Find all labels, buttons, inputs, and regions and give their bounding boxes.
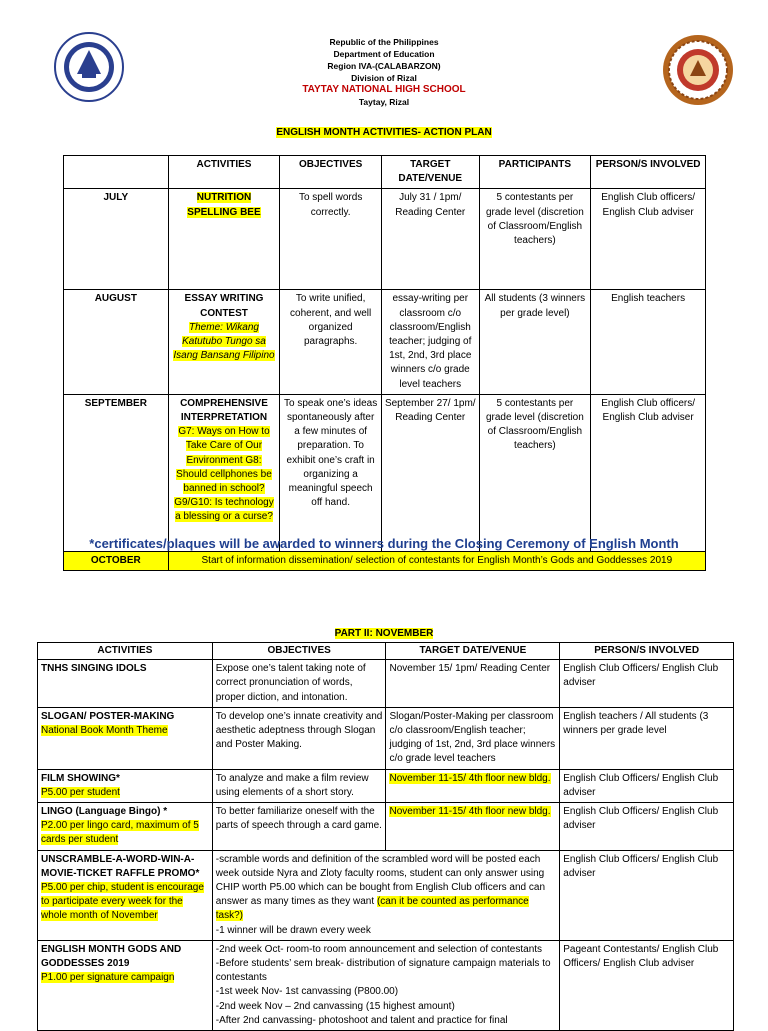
target-cell: July 31 / 1pm/ Reading Center	[381, 189, 479, 290]
participants-cell: All students (3 winners per grade level)	[479, 290, 591, 394]
header-cell-activities: ACTIVITIES	[38, 643, 213, 660]
target-cell: November 11-15/ 4th floor new bldg.	[386, 769, 560, 802]
month-cell: AUGUST	[64, 290, 169, 394]
objective-cell: Expose one’s talent taking note of correct pronunciation of words, proper diction, and intonation.	[212, 660, 386, 708]
header-republic: Republic of the Philippines	[329, 37, 439, 47]
table-row	[38, 803, 734, 851]
table-row	[38, 707, 734, 769]
table-row	[64, 551, 706, 570]
header-cell-activities: ACTIVITIES	[168, 156, 280, 189]
objective-cell: To speak one’s ideas spontaneously after a few minutes of preparation. To exhibit one’s craft in organizing a meaningful speech off hand.	[280, 394, 382, 551]
persons-cell: English teachers	[591, 290, 706, 394]
table-row	[38, 660, 734, 708]
participants-cell: 5 contestants per grade level (discretion of Classroom/English teachers)	[479, 189, 591, 290]
november-table	[37, 642, 734, 1031]
header-cell-persons: PERSON/S INVOLVED	[560, 643, 734, 660]
activities-table	[63, 155, 706, 571]
october-text-cell: Start of information dissemination/ selection of contestants for English Month’s Gods and Goddesses 2019	[168, 551, 705, 570]
header-school-name: TAYTAY NATIONAL HIGH SCHOOL	[302, 84, 466, 95]
theme-text: Theme: Wikang Katutubo Tungo sa Isang Bansang Filipino	[173, 321, 275, 362]
header-location: Taytay, Rizal	[358, 97, 410, 107]
activity-cell: LINGO (Language Bingo) * P2.00 per lingo card, maximum of 5 cards per student	[38, 803, 213, 851]
activity-cell: ESSAY WRITING CONTEST Theme: Wikang Katutubo Tungo sa Isang Bansang Filipino	[168, 290, 280, 394]
target-cell: November 15/ 1pm/ Reading Center	[386, 660, 560, 708]
objective-cell: To better familiarize oneself with the parts of speech through a card game.	[212, 803, 386, 851]
persons-cell: English Club Officers/ English Club adviser	[560, 850, 734, 940]
persons-cell: English teachers / All students (3 winners per grade level	[560, 707, 734, 769]
objective-cell: To develop one’s innate creativity and aesthetic adeptness through Slogan and Poster Making.	[212, 707, 386, 769]
header-cell-objectives: OBJECTIVES	[280, 156, 382, 189]
topics-text: G7: Ways on How to Take Care of Our Environment G8: Should cellphones be banned in school? G9/G10: Is technology a blessing or a curse?	[174, 426, 274, 523]
target-cell: September 27/ 1pm/ Reading Center	[381, 394, 479, 551]
header-cell-target: TARGET DATE/VENUE	[386, 643, 560, 660]
month-cell: OCTOBER	[64, 551, 169, 570]
action-plan-title: ENGLISH MONTH ACTIVITIES- ACTION PLAN	[276, 127, 492, 138]
header-cell-participants: PARTICIPANTS	[479, 156, 591, 189]
month-cell: JULY	[64, 189, 169, 290]
header-cell-month	[64, 156, 169, 189]
objective-cell: -scramble words and definition of the scrambled word will be posted each week outside Nyra and Zloty faculty rooms, student can only answer using CHIP worth P5.00 which can be bought from English Club officers and can answer as many times as they want (can it be counted as performance task?) -1 winner will be drawn every week	[212, 850, 560, 940]
target-cell: November 11-15/ 4th floor new bldg.	[386, 803, 560, 851]
persons-cell: English Club officers/ English Club adviser	[591, 394, 706, 551]
table-header-row	[38, 643, 734, 660]
activity-cell: UNSCRAMBLE-A-WORD-WIN-A-MOVIE-TICKET RAFFLE PROMO* P5.00 per chip, student is encourage to participate every week for the whole month of November	[38, 850, 213, 940]
table-row	[38, 940, 734, 1030]
target-cell: essay-writing per classroom c/o classroom/English teacher; judging of 1st, 2nd, 3rd place winners c/o grade level teachers	[381, 290, 479, 394]
document-header	[0, 36, 768, 108]
table-row	[38, 850, 734, 940]
objective-cell: To write unified, coherent, and well organized paragraphs.	[280, 290, 382, 394]
activity-cell: COMPREHENSIVE INTERPRETATION G7: Ways on How to Take Care of Our Environment G8: Should cellphones be banned in school? G9/G10: Is technology a blessing or a curse?	[168, 394, 280, 551]
table-header-row	[64, 156, 706, 189]
certificates-note: *certificates/plaques will be awarded to winners during the Closing Ceremony of English Month	[89, 536, 679, 551]
activity-cell: NUTRITION SPELLING BEE	[168, 189, 280, 290]
activity-cell: TNHS SINGING IDOLS	[38, 660, 213, 708]
activity-cell: ENGLISH MONTH GODS AND GODDESSES 2019 P1.00 per signature campaign	[38, 940, 213, 1030]
header-division: Division of Rizal	[351, 73, 417, 83]
participants-cell: 5 contestants per grade level (discretion of Classroom/English teachers)	[479, 394, 591, 551]
table-row	[38, 769, 734, 802]
header-cell-objectives: OBJECTIVES	[212, 643, 386, 660]
header-department: Department of Education	[333, 49, 435, 59]
table-row	[64, 290, 706, 394]
persons-cell: Pageant Contestants/ English Club Officers/ English Club adviser	[560, 940, 734, 1030]
persons-cell: English Club Officers/ English Club adviser	[560, 769, 734, 802]
persons-cell: English Club Officers/ English Club adviser	[560, 803, 734, 851]
school-seal-icon	[662, 34, 734, 106]
table-row	[64, 394, 706, 551]
target-cell: Slogan/Poster-Making per classroom c/o classroom/English teacher; judging of 1st, 2nd, 3rd place winners c/o grade level teachers	[386, 707, 560, 769]
persons-cell: English Club Officers/ English Club adviser	[560, 660, 734, 708]
persons-cell: English Club officers/ English Club adviser	[591, 189, 706, 290]
header-region: Region IVA-(CALABARZON)	[327, 61, 441, 71]
header-cell-target: TARGET DATE/VENUE	[381, 156, 479, 189]
objective-cell: To spell words correctly.	[280, 189, 382, 290]
activity-cell: FILM SHOWING* P5.00 per student	[38, 769, 213, 802]
objective-cell: -2nd week Oct- room-to room announcement and selection of contestants -Before students’ sem break- distribution of signature campaign materials to contestants -1st week Nov- 1st canvassing (P800.00) -2nd week Nov – 2nd canvassing (15 highest amount) -After 2nd canvassing- photoshoot and talent and practice for final	[212, 940, 560, 1030]
objective-cell: To analyze and make a film review using elements of a short story.	[212, 769, 386, 802]
activity-cell: SLOGAN/ POSTER-MAKING National Book Month Theme	[38, 707, 213, 769]
month-cell: SEPTEMBER	[64, 394, 169, 551]
part2-title: PART II: NOVEMBER	[334, 628, 434, 639]
header-cell-persons: PERSON/S INVOLVED	[591, 156, 706, 189]
table-row	[64, 189, 706, 290]
